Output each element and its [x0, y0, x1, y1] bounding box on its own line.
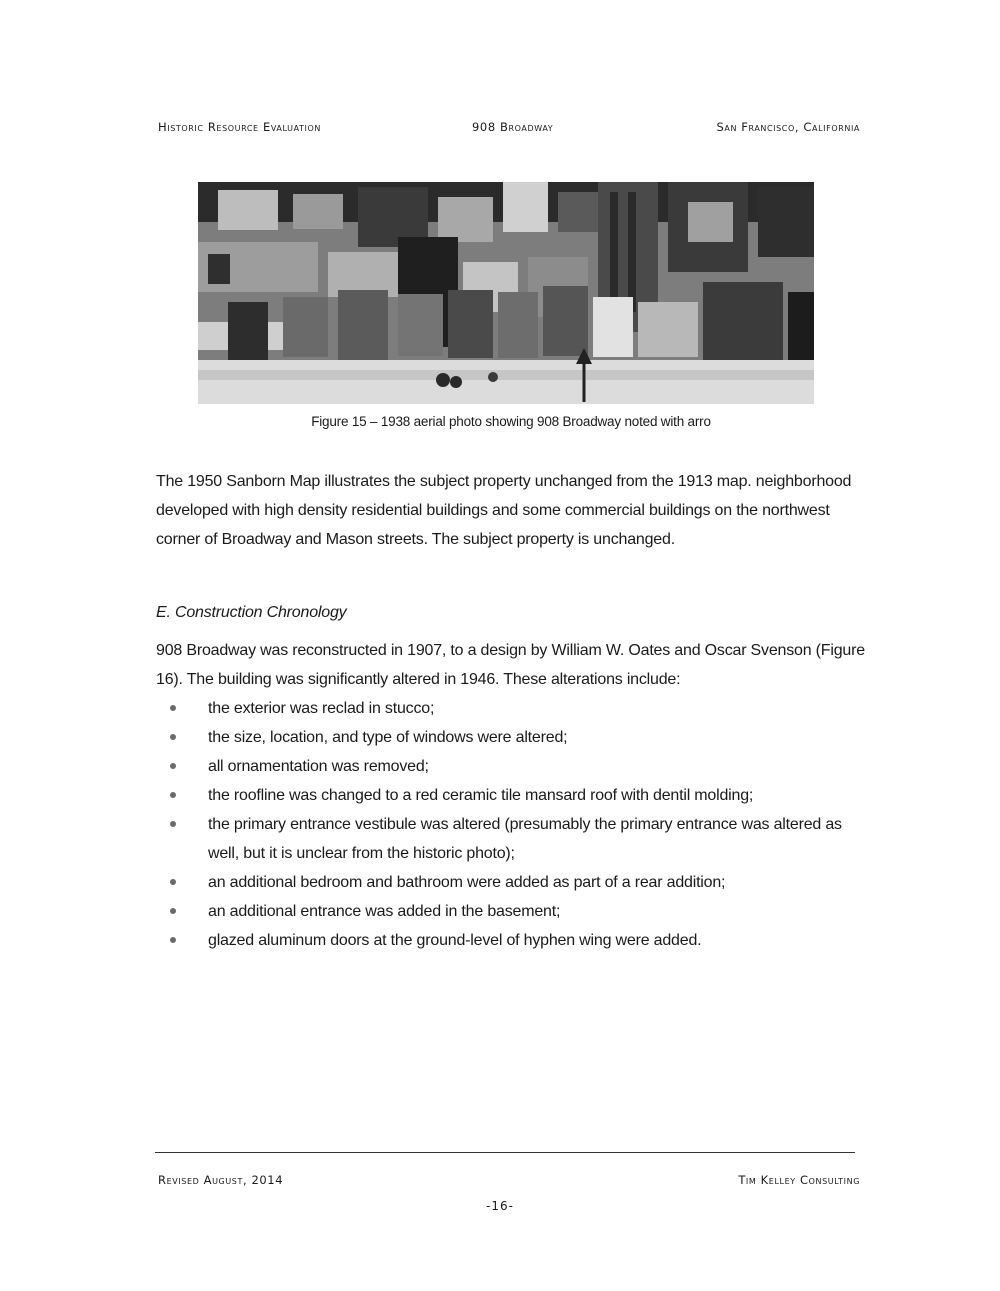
list-item: the roofline was changed to a red ceramic tile mansard roof with dentil molding;: [156, 781, 866, 810]
bullet-icon: [170, 821, 176, 827]
aerial-photo-icon: [198, 182, 814, 404]
bullet-icon: [170, 763, 176, 769]
list-item: the primary entrance vestibule was altered (presumably the primary entrance was altered as well, but it is unclear from the historic photo);: [156, 810, 866, 868]
list-item: an additional bedroom and bathroom were added as part of a rear addition;: [156, 868, 866, 897]
list-item: the exterior was reclad in stucco;: [156, 694, 866, 723]
list-item: all ornamentation was removed;: [156, 752, 866, 781]
figure-caption: Figure 15 – 1938 aerial photo showing 908 Broadway noted with arro: [311, 414, 711, 429]
bullet-icon: [170, 792, 176, 798]
list-item: an additional entrance was added in the basement;: [156, 897, 866, 926]
paragraph-reconstruction: 908 Broadway was reconstructed in 1907, to a design by William W. Oates and Oscar Svenson (Figure 16). The building was significantly altered in 1946. These alterations include:: [156, 642, 865, 688]
header-location: San Francisco, California: [716, 120, 860, 134]
footer-revision-date: Revised August, 2014: [158, 1173, 284, 1187]
aerial-photo: [198, 182, 814, 404]
list-item: glazed aluminum doors at the ground-level of hyphen wing were added.: [156, 926, 866, 955]
header-document-title: Historic Resource Evaluation: [158, 120, 321, 134]
footer-divider: [155, 1152, 855, 1153]
paragraph-sanborn-map: The 1950 Sanborn Map illustrates the subject property unchanged from the 1913 map. neighborhood developed with high density residential buildings and some commercial buildings on the northwest corner of Broadway and Mason streets. The subject property is unchanged.: [156, 473, 852, 548]
bullet-icon: [170, 908, 176, 914]
footer-author: Tim Kelley Consulting: [738, 1173, 860, 1187]
section-heading: E. Construction Chronology: [156, 604, 347, 621]
running-header: [158, 120, 860, 136]
list-item: the size, location, and type of windows were altered;: [156, 723, 866, 752]
bullet-icon: [170, 879, 176, 885]
bullet-icon: [170, 734, 176, 740]
running-footer: [158, 1173, 860, 1189]
bullet-icon: [170, 937, 176, 943]
header-property-address: 908 Broadway: [472, 120, 554, 134]
page-number: -16-: [486, 1199, 514, 1213]
bullet-icon: [170, 705, 176, 711]
alterations-list: [156, 694, 866, 955]
